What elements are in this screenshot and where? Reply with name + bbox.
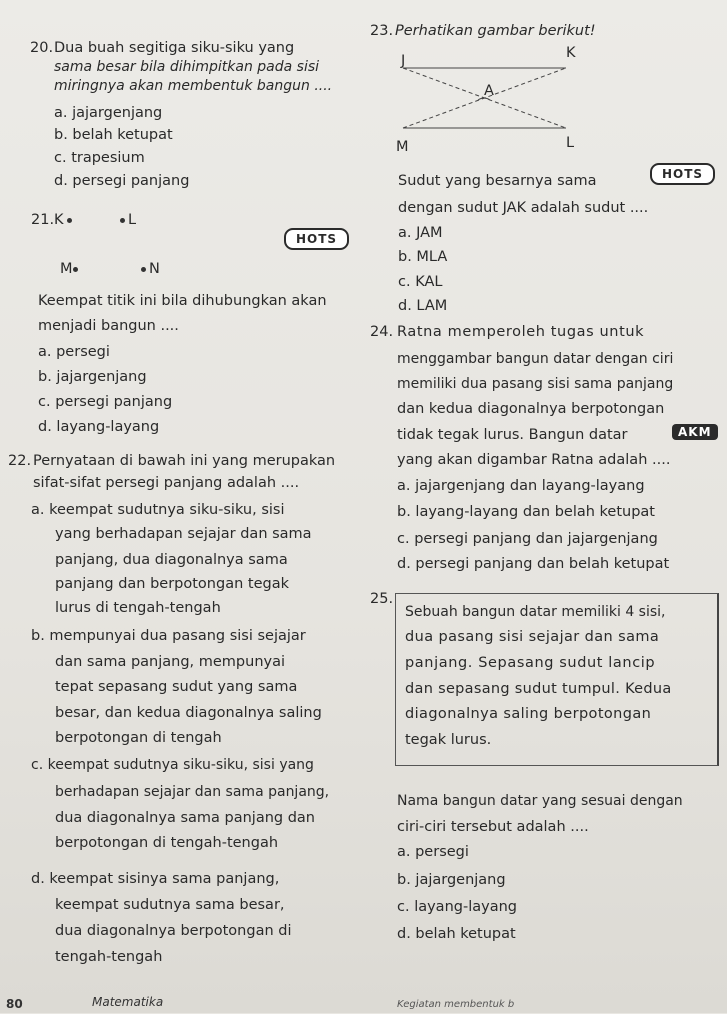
option-c: c. keempat sudutnya siku-siku, sisi yang: [31, 757, 314, 773]
figure-label-k: K: [566, 45, 576, 61]
option-b: b. jajargenjang: [397, 872, 506, 888]
option-a: a. jajargenjang dan layang-layang: [397, 478, 645, 494]
point-label-k: K: [54, 212, 64, 228]
question-text: menggambar bangun datar dengan ciri: [397, 351, 674, 367]
option-d: keempat sudutnya sama besar,: [55, 897, 285, 913]
hots-badge: HOTS: [284, 228, 349, 250]
footer-note: Kegiatan membentuk b: [397, 999, 515, 1010]
option-a: a. jajargenjang: [54, 105, 163, 121]
figure-label-a: A: [484, 83, 494, 99]
question-number: 25.: [370, 591, 394, 607]
question-text: Dua buah segitiga siku-siku yang: [54, 40, 295, 56]
option-b: dan sama panjang, mempunyai: [55, 654, 286, 670]
option-a: a. JAM: [398, 225, 443, 241]
box-text: tegak lurus.: [405, 732, 492, 748]
point-label-l: L: [128, 212, 137, 228]
page-number: 80: [6, 997, 23, 1011]
figure-label-m: M: [396, 139, 409, 155]
question-text: dan kedua diagonalnya berpotongan: [397, 401, 665, 417]
box-text: diagonalnya saling berpotongan: [405, 706, 652, 722]
option-b: b. layang-layang dan belah ketupat: [397, 504, 655, 520]
option-c: c. persegi panjang: [38, 394, 173, 410]
option-a: a. persegi: [38, 344, 110, 360]
option-d: d. keempat sisinya sama panjang,: [31, 871, 280, 887]
akm-badge: AKM: [672, 424, 718, 440]
option-b: tepat sepasang sudut yang sama: [55, 679, 298, 695]
question-text: Nama bangun datar yang sesuai dengan: [397, 793, 683, 809]
option-d: d. LAM: [398, 298, 448, 314]
option-a: panjang, dua diagonalnya sama: [55, 552, 288, 568]
question-number: 24.: [370, 324, 394, 340]
option-d: d. persegi panjang dan belah ketupat: [397, 556, 670, 572]
option-d: d. persegi panjang: [54, 173, 190, 189]
box-text: Sebuah bangun datar memiliki 4 sisi,: [405, 604, 666, 620]
option-a: panjang dan berpotongan tegak: [55, 576, 289, 592]
hots-badge: HOTS: [650, 163, 715, 185]
question-text: yang akan digambar Ratna adalah ....: [397, 452, 671, 468]
question-number: 20.: [30, 40, 54, 56]
option-b: b. mempunyai dua pasang sisi sejajar: [31, 628, 306, 644]
option-b: b. MLA: [398, 249, 448, 265]
option-c: c. KAL: [398, 274, 443, 290]
question-number: 23.: [370, 23, 394, 39]
point-m-dot: [73, 267, 78, 272]
option-b: b. belah ketupat: [54, 127, 173, 143]
question-number: 21.: [31, 212, 55, 228]
option-a: a. persegi: [397, 844, 469, 860]
footer-subject: Matematika: [92, 995, 164, 1009]
question-text: Pernyataan di bawah ini yang merupakan: [33, 453, 336, 469]
point-label-m: M: [60, 261, 73, 277]
question-number: 22.: [8, 453, 32, 469]
option-c: c. trapesium: [54, 150, 145, 166]
point-k-dot: [67, 218, 72, 223]
option-a: a. keempat sudutnya siku-siku, sisi: [31, 502, 285, 518]
option-a: yang berhadapan sejajar dan sama: [55, 526, 312, 542]
option-d: d. layang-layang: [38, 419, 160, 435]
figure-label-l: L: [566, 135, 575, 151]
option-b: b. jajargenjang: [38, 369, 147, 385]
question-text: miringnya akan membentuk bangun ....: [54, 78, 333, 94]
option-d: d. belah ketupat: [397, 926, 516, 942]
option-a: lurus di tengah-tengah: [55, 600, 221, 616]
point-l-dot: [120, 218, 125, 223]
box-text: dan sepasang sudut tumpul. Kedua: [405, 681, 672, 697]
point-label-n: N: [149, 261, 160, 277]
option-b: besar, dan kedua diagonalnya saling: [55, 705, 322, 721]
point-n-dot: [141, 267, 146, 272]
option-c: c. persegi panjang dan jajargenjang: [397, 531, 658, 547]
question-text: sama besar bila dihimpitkan pada sisi: [54, 59, 320, 75]
question-text: Sudut yang besarnya sama: [398, 173, 597, 189]
question-text: Ratna memperoleh tugas untuk: [397, 324, 645, 340]
option-c: berpotongan di tengah-tengah: [55, 835, 279, 851]
question-text: Keempat titik ini bila dihubungkan akan: [38, 293, 327, 309]
question-title: Perhatikan gambar berikut!: [395, 23, 596, 39]
option-d: tengah-tengah: [55, 949, 163, 965]
question-text: memiliki dua pasang sisi sama panjang: [397, 376, 674, 392]
box-text: panjang. Sepasang sudut lancip: [405, 655, 656, 671]
option-c: berhadapan sejajar dan sama panjang,: [55, 784, 330, 800]
option-c: dua diagonalnya sama panjang dan: [55, 810, 315, 826]
question-text: dengan sudut JAK adalah sudut ....: [398, 200, 649, 216]
question-text: sifat-sifat persegi panjang adalah ....: [33, 475, 300, 491]
option-c: c. layang-layang: [397, 899, 517, 915]
box-text: dua pasang sisi sejajar dan sama: [405, 629, 660, 645]
question-text: tidak tegak lurus. Bangun datar: [397, 427, 628, 443]
question-text: ciri-ciri tersebut adalah ....: [397, 819, 589, 835]
option-b: berpotongan di tengah: [55, 730, 222, 746]
figure-label-j: J: [401, 53, 406, 69]
question-text: menjadi bangun ....: [38, 318, 179, 334]
option-d: dua diagonalnya berpotongan di: [55, 923, 292, 939]
